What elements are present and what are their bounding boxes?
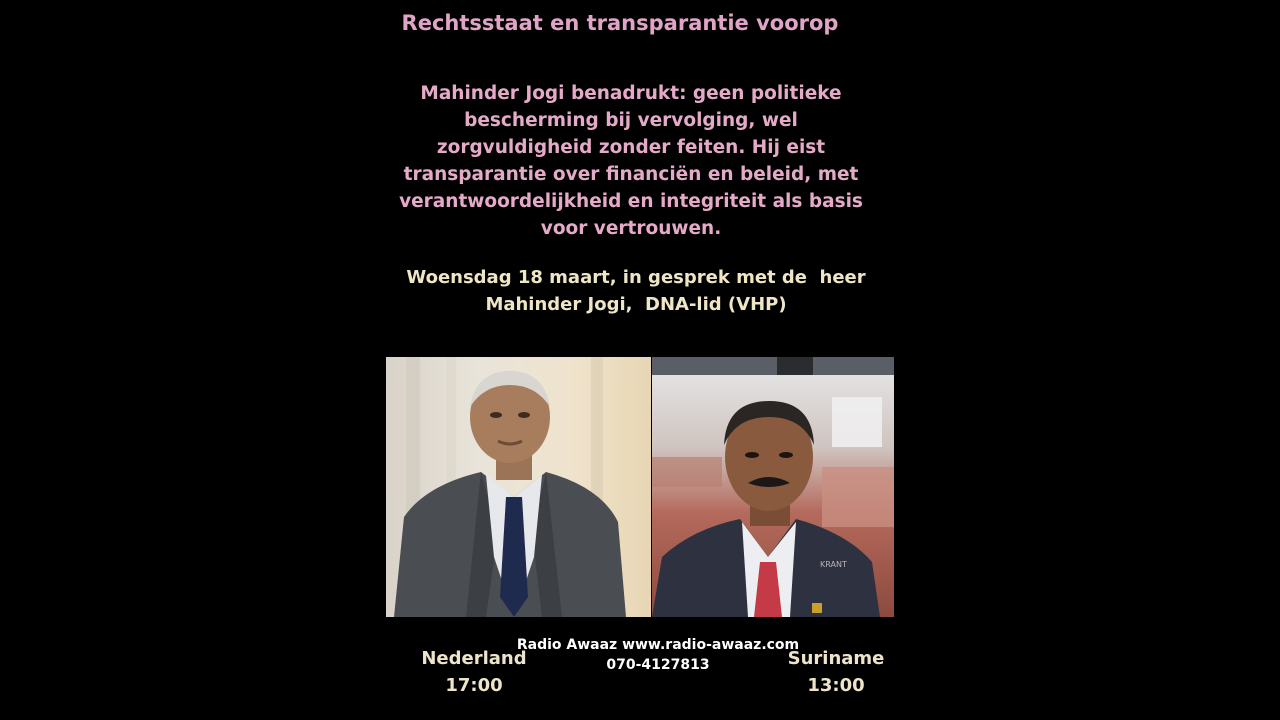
summary-line: zorgvuldigheid zonder feiten. Hij eist [436,137,826,158]
photo-right-portrait [652,357,894,617]
summary-line: verantwoordelijkheid en integriteit als basis [399,191,863,212]
portrait-left-image [386,357,651,617]
summary-text [395,80,867,242]
photo-watermark: KRANT [820,560,847,569]
date-line: Mahinder Jogi, DNA-lid (VHP) [485,294,787,315]
city-name: Nederland [421,648,527,669]
city-name: Suriname [787,648,885,669]
photo-left-portrait [386,357,651,617]
summary-line: bescherming bij vervolging, wel [464,110,798,131]
radio-phone: 070-4127813 [606,657,710,673]
radio-station-line: Radio Awaaz www.radio-awaaz.com [516,637,800,653]
page-title [0,11,1240,35]
title-text: Rechtsstaat en transparantie voorop [401,11,839,35]
portrait-right-image [652,357,894,617]
summary-line: transparantie over financiën en beleid, met [403,164,859,185]
date-line: Woensdag 18 maart, in gesprek met de heer [406,267,866,288]
broadcast-time: 13:00 [807,675,865,696]
interview-date [380,264,892,318]
summary-line: Mahinder Jogi benadrukt: geen politieke [420,83,842,104]
summary-line: voor vertrouwen. [540,218,722,239]
schedule-suriname [766,645,906,699]
schedule-nederland [404,645,544,699]
broadcast-time: 17:00 [445,675,503,696]
